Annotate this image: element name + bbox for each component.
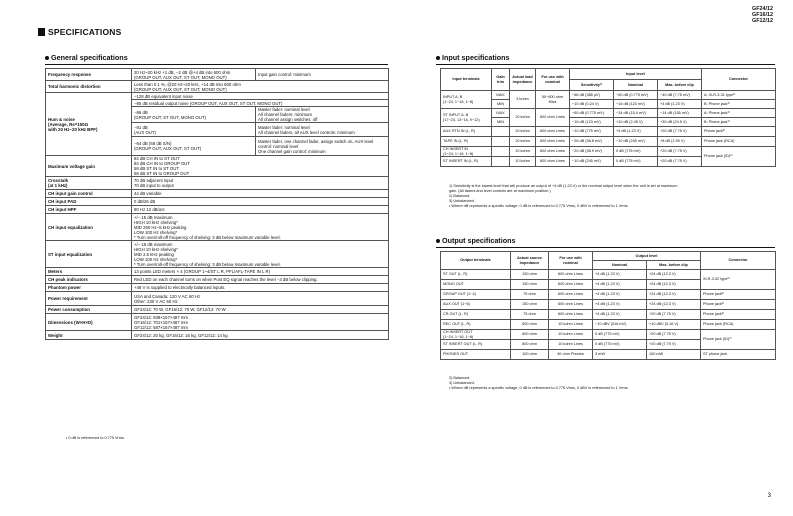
input-nominal: −60 dB (0.775 mV) <box>614 91 658 100</box>
input-use: 50~600 ohm Mics <box>536 91 570 109</box>
output-row <box>441 320 776 330</box>
output-note: 3) Unbalanced. <box>449 381 475 385</box>
input-row <box>441 109 776 118</box>
spec-value: GF24/12: 20 kg, GF16/12: 16 kg, GF12/12: 14 kg <box>132 331 389 340</box>
page-title-text: SPECIFICATIONS <box>48 27 122 37</box>
spec-row <box>46 156 389 177</box>
input-row <box>441 118 776 127</box>
output-nominal: 3 mW <box>593 350 647 360</box>
output-nominal: −10 dBV (316 mV) <box>593 320 647 330</box>
input-use: 600 ohm Lines <box>536 109 570 127</box>
output-rule <box>436 247 775 248</box>
spec-row <box>46 276 389 284</box>
th-load-impedance: Actual load impedance <box>510 69 536 91</box>
spec-row <box>46 190 389 198</box>
spec-row <box>46 284 389 292</box>
spec-label: Maximum voltage gain <box>46 156 132 177</box>
th-nominal: Nominal <box>614 80 658 91</box>
spec-condition: Input gain control: minimum <box>256 69 389 81</box>
spec-label: Hum & noise (Average, Rs=150Ω with 20 Hz~20 kHz BPF) <box>46 93 132 156</box>
spec-label: Weight <box>46 331 132 340</box>
general-footnote <box>66 436 125 441</box>
input-spec-body <box>441 91 776 167</box>
input-row <box>441 127 776 137</box>
spec-value: 70 dB adjacent input 70 dB input to output <box>132 177 389 190</box>
input-nominal: +4 dB (1.23 V) <box>614 127 658 137</box>
input-impedance: 3 kohm <box>510 91 536 109</box>
input-gain: MIN <box>492 118 510 127</box>
th-input-terminals: Input terminals <box>441 69 492 91</box>
output-notes <box>449 376 629 391</box>
input-max: −40 dB (7.75 mV) <box>658 91 702 100</box>
input-connector: B: Phone jack³⁾ <box>702 118 776 127</box>
output-source: 100 ohm <box>511 350 549 360</box>
spec-label: Phantom power <box>46 284 132 292</box>
input-max: +4 dB (1.23 V) <box>658 100 702 109</box>
input-sensitivity: −10 dB (245 mV) <box>570 157 614 167</box>
th-input-level: Input level <box>570 69 702 80</box>
output-max: +20 dB (7.75 V) <box>647 310 701 320</box>
bullet-icon <box>436 239 440 243</box>
input-gain: MIN <box>492 100 510 109</box>
input-nominal: −10 dB (245 mV) <box>614 137 658 147</box>
general-heading <box>45 53 128 62</box>
spec-value: −128 dB equivalent input noise <box>132 93 389 100</box>
output-row <box>441 350 776 360</box>
input-notes <box>449 184 677 209</box>
output-source: 600 ohm <box>511 330 549 340</box>
general-footnote-text: • 0 dB is referenced to 0.775 Vrms. <box>66 436 125 440</box>
spec-label: CH input HPF <box>46 206 132 214</box>
spec-value: 80 Hz 12 dB/oct <box>132 206 389 214</box>
spec-label: CH input PAD <box>46 198 132 206</box>
spec-label: Power consumption <box>46 306 132 314</box>
page-number: 3 <box>767 493 771 499</box>
input-max: −14 dB (155 mV) <box>658 109 702 118</box>
output-terminal: ST OUT (L, R) <box>441 270 511 280</box>
output-use: 600 ohm Lines <box>549 290 593 300</box>
spec-row <box>46 206 389 214</box>
spec-row <box>46 241 389 268</box>
output-nominal: 0 dB (775 mV) <box>593 340 647 350</box>
output-max: +20 dB (7.75 V) <box>647 330 701 340</box>
output-source: 600 ohm <box>511 320 549 330</box>
spec-label: CH peak indicators <box>46 276 132 284</box>
spec-label: Power requirement <box>46 292 132 306</box>
input-sensitivity: −10 dB (0.24 V) <box>570 100 614 109</box>
th-output-max: Max. before clip <box>647 261 701 270</box>
input-use: 600 ohm Lines <box>536 127 570 137</box>
title-square-icon <box>38 28 45 36</box>
input-heading-text: Input specifications <box>442 53 510 62</box>
th-connector: Connector <box>702 69 776 91</box>
input-nominal: −34 dB (15.4 mV) <box>614 109 658 118</box>
spec-value: GF24/12: 70 W, GF16/12: 70 W, GF12/12: 70 W <box>132 306 389 314</box>
input-use: 600 ohm Lines <box>536 137 570 147</box>
spec-condition: Master fader: nominal level All channel faders, all AUX level controls: minimum <box>256 123 389 137</box>
page-title <box>38 27 121 37</box>
input-connector: A: XLR-3-31 type²⁾ <box>702 91 776 100</box>
input-gain: MAX <box>492 91 510 100</box>
model-gf24: GF24/12 <box>752 6 773 12</box>
input-row <box>441 147 776 157</box>
th-output-terminals: Output terminals <box>441 252 511 270</box>
th-for-use-with: For use with nominal <box>536 69 570 91</box>
spec-row <box>46 306 389 314</box>
spec-row <box>46 268 389 276</box>
input-max: +20 dB (7.75 V) <box>658 127 702 137</box>
spec-row <box>46 292 389 306</box>
output-max: +20 dB (7.75 V) <box>647 340 701 350</box>
spec-label: CH input equalization <box>46 214 132 241</box>
input-max: +20 dB (7.75 V) <box>658 147 702 157</box>
spec-label: CH input gain control <box>46 190 132 198</box>
output-connector: XLR-3-32 type²⁾ <box>701 270 776 290</box>
input-sensitivity: −16 dB (123 mV) <box>570 118 614 127</box>
spec-value: 44 dB variable <box>132 190 389 198</box>
th-output-level: Output level <box>593 252 701 261</box>
output-source: 150 ohm <box>511 280 549 290</box>
spec-value: +/− 15 dB maximum HIGH 10 kHz shelving* MID 2.5 kHz peaking LOW 100 Hz shelving* * Turn over/roll-off frequency of shelving: 3 dB below maximum variable level. <box>132 241 389 268</box>
output-terminal: PHONES OUT <box>441 350 511 360</box>
output-max: +24 dB (12.3 V) <box>647 280 701 290</box>
spec-value: GF24/12: 938×157×487 mm GF16/12: 701×157×487 mm GF12/12: 587×157×487 mm <box>132 314 389 331</box>
output-max: +10 dBV (3.16 V) <box>647 320 701 330</box>
output-use: 600 ohm Lines <box>549 310 593 320</box>
output-use: 40 ohm Phones <box>549 350 593 360</box>
output-spec-table <box>440 251 776 360</box>
spec-row <box>46 198 389 206</box>
input-row <box>441 100 776 109</box>
general-spec-body <box>46 69 389 340</box>
spec-value: 0 dB/26 dB <box>132 198 389 206</box>
input-note: gain. (All faders and level controls are at maximum position.) <box>449 189 551 193</box>
spec-row <box>46 93 389 100</box>
input-gain <box>492 137 510 147</box>
input-connector: B: Phone jack³⁾ <box>702 100 776 109</box>
output-nominal: +4 dB (1.23 V) <box>593 310 647 320</box>
spec-label: Dimensions (W×H×D) <box>46 314 132 331</box>
output-row <box>441 330 776 340</box>
input-connector: Phone jack (ID)³⁾ <box>702 147 776 167</box>
input-impedance: 10 kohm <box>510 157 536 167</box>
input-impedance: 10 kohm <box>510 137 536 147</box>
input-sensitivity: −26 dB (38.8 mV) <box>570 137 614 147</box>
output-source: 150 ohm <box>511 270 549 280</box>
output-use: 10 kohm Lines <box>549 340 593 350</box>
model-list <box>752 6 773 24</box>
spec-condition: Master fader, one channel fader, assign switch on, AUX level control: nominal level One channel gain control: minimum <box>256 137 389 156</box>
spec-value: 20 Hz~20 kHz +1 dB, −2 dB @+4 dB into 600 ohm (GROUP OUT, AUX OUT, ST OUT, MONO OUT) <box>132 69 256 81</box>
output-heading-text: Output specifications <box>442 236 516 245</box>
output-row <box>441 310 776 320</box>
spec-value: −81 dB (AUX OUT) <box>132 123 256 137</box>
input-terminal: TAPE IN (L, R) <box>441 137 492 147</box>
output-row <box>441 270 776 280</box>
output-connector: Phone jack²⁾ <box>701 290 776 300</box>
output-source: 150 ohm <box>511 300 549 310</box>
input-terminal: AUX RTN IN (L, R) <box>441 127 492 137</box>
input-note: 3) Unbalanced. <box>449 199 475 203</box>
input-use: 600 ohm Lines <box>536 147 570 157</box>
model-gf16: GF16/12 <box>752 12 773 18</box>
spec-label: Crosstalk (at 1 kHz) <box>46 177 132 190</box>
input-nominal: 0 dB (775 mV) <box>614 147 658 157</box>
spec-label: ST input equalization <box>46 241 132 268</box>
output-nominal: +4 dB (1.23 V) <box>593 300 647 310</box>
th-output-nominal: Nominal <box>593 261 647 270</box>
output-use: 600 ohm Lines <box>549 280 593 290</box>
spec-value: 84 dB CH IN to ST OUT 84 dB CH IN to GROUP OUT 58 dB ST IN to ST OUT 58 dB ST IN to GROUP OUT <box>132 156 389 177</box>
th-output-for-use: For use with nominal <box>549 252 593 270</box>
output-connector: Phone jack³⁾ <box>701 310 776 320</box>
input-sensitivity: −60 dB (0.775 mV) <box>570 109 614 118</box>
input-sensitivity: −66 dB (388 μV) <box>570 91 614 100</box>
output-source: 600 ohm <box>511 340 549 350</box>
spec-value: −95 dB residual output noise (GROUP OUT, AUX OUT, ST OUT, MONO OUT) <box>132 100 389 107</box>
output-source: 75 ohm <box>511 310 549 320</box>
output-terminal: AUX OUT (1~6) <box>441 300 511 310</box>
input-terminal: ST INPUT A, B (17~24, 13~16, 9~12) <box>441 109 492 127</box>
output-max: 100 mW <box>647 350 701 360</box>
output-row <box>441 300 776 310</box>
th-sensitivity: Sensitivity¹⁾ <box>570 80 614 91</box>
output-note: 2) Balanced. <box>449 376 471 380</box>
input-impedance: 10 kohm <box>510 147 536 157</box>
input-connector: Phone jack (RCA) <box>702 137 776 147</box>
output-connector: Phone jack (ID)³⁾ <box>701 330 776 350</box>
bullet-icon <box>436 56 440 60</box>
spec-label: Meters <box>46 268 132 276</box>
output-heading <box>436 236 515 245</box>
output-nominal: +4 dB (1.23 V) <box>593 290 647 300</box>
output-use: 600 ohm Lines <box>549 270 593 280</box>
output-max: +24 dB (12.3 V) <box>647 300 701 310</box>
output-source: 75 ohm <box>511 290 549 300</box>
spec-row <box>46 177 389 190</box>
input-gain <box>492 157 510 167</box>
output-use: 10 kohm Lines <box>549 320 593 330</box>
spec-row <box>46 81 389 93</box>
output-terminal: MONO OUT <box>441 280 511 290</box>
output-terminal: REC OUT (L, R) <box>441 320 511 330</box>
input-spec-table <box>440 68 776 167</box>
output-use: 600 ohm Lines <box>549 300 593 310</box>
th-output-connector: Connector <box>701 252 776 270</box>
input-sensitivity: −20 dB (38.9 mV) <box>570 147 614 157</box>
spec-row <box>46 214 389 241</box>
input-connector: Phone jack³⁾ <box>702 127 776 137</box>
spec-value: −64 dB (68 dB S/N) (GROUP OUT, AUX OUT, ST OUT) <box>132 137 256 156</box>
output-spec-body <box>441 270 776 360</box>
spec-row <box>46 314 389 331</box>
output-nominal: +4 dB (1.23 V) <box>593 270 647 280</box>
input-gain <box>492 147 510 157</box>
output-max: +24 dB (12.3 V) <box>647 290 701 300</box>
output-terminal: GROUP OUT (1~4) <box>441 290 511 300</box>
input-note: 2) Balanced. <box>449 194 471 198</box>
spec-row <box>46 331 389 340</box>
input-max: +30 dB (24.5 V) <box>658 118 702 127</box>
input-use: 600 ohm Lines <box>536 157 570 167</box>
input-impedance: 10 kohm <box>510 109 536 127</box>
spec-value: USA and Canada: 120 V AC 60 Hz Other: 230 V AC 50 Hz <box>132 292 389 306</box>
input-max: +8 dB (1.95 V) <box>658 137 702 147</box>
output-use: 10 kohm Lines <box>549 330 593 340</box>
input-terminal: INPUT A, B (1~24, 1~16, 1~8) <box>441 91 492 109</box>
output-connector: Phone jack²⁾ <box>701 300 776 310</box>
th-source-impedance: Actual source impedance <box>511 252 549 270</box>
input-impedance: 10 kohm <box>510 127 536 137</box>
spec-value: Red LED on each channel turns on when Post EQ signal reaches the level −3 dB below clipping. <box>132 276 389 284</box>
output-nominal: 0 dB (775 mV) <box>593 330 647 340</box>
output-terminal: CH INSERT OUT (1~24, 1~16, 1~8) <box>441 330 511 340</box>
input-max: +20 dB (7.75 V) <box>658 157 702 167</box>
output-nominal: +4 dB (1.23 V) <box>593 280 647 290</box>
input-note: 1) Sensitivity is the lowest level that will produce an output of +4 dB (1.23 V) or the nominal output level when the unit is set at maximum <box>449 184 678 188</box>
spec-label: Frequency response <box>46 69 132 81</box>
th-max-clip: Max. before clip <box>658 80 702 91</box>
input-gain <box>492 127 510 137</box>
input-row <box>441 137 776 147</box>
spec-value: +/− 15 dB maximum HIGH 10 kHz shelving* MID 250 Hz~5 kHz peaking LOW 100 Hz shelving* * Turn over/roll-off frequency of shelving: 3 dB below maximum variable level. <box>132 214 389 241</box>
output-row <box>441 290 776 300</box>
spec-row <box>46 69 389 81</box>
output-note: • Where dB represents a specific voltage, 0 dB is referenced to 0.775 Vrms, 0 dBV is referenced to 1 Vrms. <box>449 386 629 390</box>
spec-condition: Master fader: nominal level All channel faders: minimum All channel assign switches: off <box>256 107 389 123</box>
spec-value: Less than 0.1 %, @20 Hz~20 kHz, +14 dB into 600 ohm (GROUP OUT, AUX OUT, ST OUT, MONO OUT) <box>132 81 389 93</box>
input-nominal: +10 dB (2.45 V) <box>614 118 658 127</box>
output-connector: Phone jack (RCA) <box>701 320 776 330</box>
output-terminal: ST INSERT OUT (L, R) <box>441 340 511 350</box>
output-terminal: CR OUT (L, R) <box>441 310 511 320</box>
input-sensitivity: −10 dB (775 mV) <box>570 127 614 137</box>
model-gf12: GF12/12 <box>752 18 773 24</box>
input-note: • Where dB represents a specific voltage, 0 dB is referenced to 0.775 Vrms, 0 dBV is referenced to 1 Vrms. <box>449 204 629 208</box>
input-gain: MAX <box>492 109 510 118</box>
bullet-icon <box>45 56 49 60</box>
general-spec-table <box>45 68 389 340</box>
spec-value: −86 dB (GROUP OUT, ST OUT, MONO OUT) <box>132 107 256 123</box>
input-terminal: ST INSERT IN (L, R) <box>441 157 492 167</box>
input-nominal: −16 dB (123 mV) <box>614 100 658 109</box>
input-rule <box>436 64 775 65</box>
input-row <box>441 91 776 100</box>
input-terminal: CH INSERT IN (1~24, 1~16, 1~8) <box>441 147 492 157</box>
spec-label: Total harmonic distortion <box>46 81 132 93</box>
input-heading <box>436 53 510 62</box>
spec-value: 13 points LED meters × 4 (GROUP 1~4/ST L R, PFL/AFL-TAPE IN L R) <box>132 268 389 276</box>
th-gain-trim: Gain trim <box>492 69 510 91</box>
input-nominal: 0 dB (775 mV) <box>614 157 658 167</box>
output-connector: ST phone jack <box>701 350 776 360</box>
spec-value: +48 V is supplied to electrically balanced inputs. <box>132 284 389 292</box>
input-connector: A: Phone jack³⁾ <box>702 109 776 118</box>
output-max: +24 dB (12.3 V) <box>647 270 701 280</box>
general-rule <box>45 64 388 65</box>
general-heading-text: General specifications <box>51 53 128 62</box>
